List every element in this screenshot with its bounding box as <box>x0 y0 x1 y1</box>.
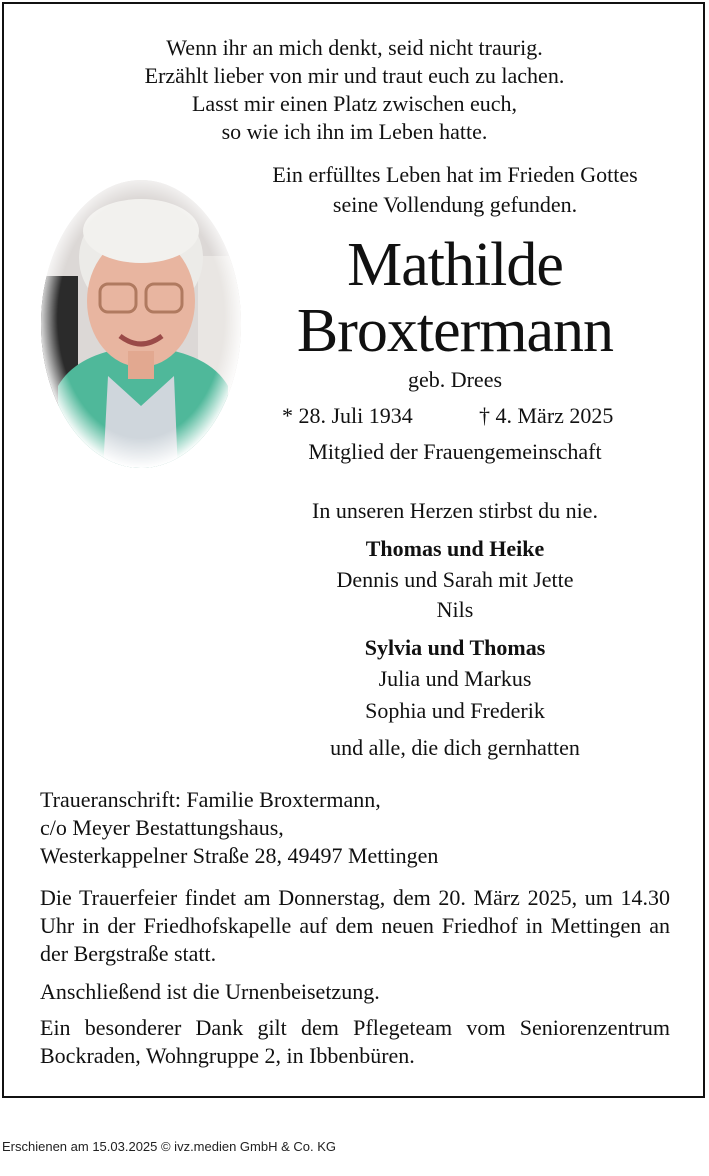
thanks-notice: Ein besonderer Dank gilt dem Pflegeteam vom Seniorenzentrum Bockraden, Wohngruppe 2, in Ibbenbüren. <box>40 1015 670 1068</box>
first-name: Mathilde <box>347 231 563 299</box>
birth-date: * 28. Juli 1934 <box>282 403 413 428</box>
burial-notice: Anschließend ist die Urnenbeisetzung. <box>40 979 380 1004</box>
funeral-notice: Die Trauerfeier findet am Donnerstag, dem 20. März 2025, um 14.30 Uhr in der Friedhofskapelle auf dem neuen Friedhof in Mettingen an der Bergstraße statt. <box>40 885 670 966</box>
family-line: Sophia und Frederik <box>365 698 545 723</box>
portrait-image <box>38 176 244 472</box>
poem-line: so wie ich ihn im Leben hatte. <box>221 119 488 144</box>
family-group1-heading: Thomas und Heike <box>365 536 545 561</box>
portrait-photo <box>38 176 244 472</box>
poem-line: Wenn ihr an mich denkt, seid nicht traurig. <box>166 35 543 60</box>
intro-line: seine Vollendung gefunden. <box>332 192 578 217</box>
poem <box>0 34 709 146</box>
address-line: Westerkappelner Straße 28, 49497 Mettingen <box>40 843 439 868</box>
closing-line: In unseren Herzen stirbst du nie. <box>312 498 598 523</box>
others-line: und alle, die dich gernhatten <box>330 735 580 760</box>
birth-name: geb. Drees <box>407 367 503 392</box>
publication-footer: Erschienen am 15.03.2025 © ivz.medien GmbH & Co. KG <box>2 1139 337 1154</box>
address-line: Traueranschrift: Familie Broxtermann, <box>40 787 381 812</box>
intro-line: Ein erfülltes Leben hat im Frieden Gottes <box>272 162 638 187</box>
membership: Mitglied der Frauengemeinschaft <box>308 439 602 464</box>
family-group2-heading: Sylvia und Thomas <box>364 635 546 660</box>
intro-text <box>240 160 670 220</box>
family-line: Nils <box>436 597 474 622</box>
family-line: Dennis und Sarah mit Jette <box>336 567 574 592</box>
poem-line: Erzählt lieber von mir und traut euch zu lachen. <box>144 63 565 88</box>
address-line: c/o Meyer Bestattungshaus, <box>40 815 284 840</box>
poem-line: Lasst mir einen Platz zwischen euch, <box>191 91 517 116</box>
family-line: Julia und Markus <box>378 666 532 691</box>
address-block <box>40 786 438 870</box>
death-date: † 4. März 2025 <box>479 403 614 428</box>
last-name: Broxtermann <box>296 297 614 365</box>
